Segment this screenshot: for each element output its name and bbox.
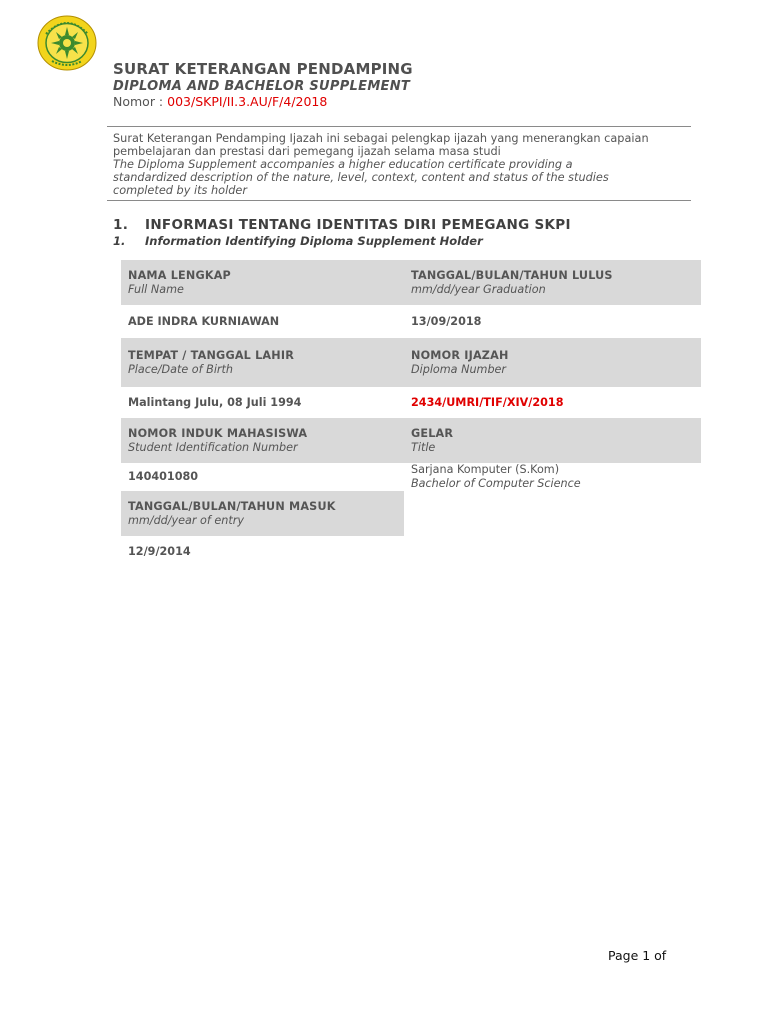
diploma-number-label: NOMOR IJAZAH xyxy=(411,349,509,362)
intro-en-line: completed by its holder xyxy=(113,184,247,197)
page-number: Page 1 of xyxy=(608,948,667,963)
document-number xyxy=(113,94,327,109)
student-id-value: 140401080 xyxy=(128,470,199,483)
birth-label-en: Place/Date of Birth xyxy=(128,363,234,376)
graduation-date-label-en: mm/dd/year Graduation xyxy=(411,283,546,296)
section-title-text: INFORMASI TENTANG IDENTITAS DIRI PEMEGANG SKPI xyxy=(145,217,571,233)
student-id-label-en: Student Identification Number xyxy=(128,441,298,454)
section-number: 1. xyxy=(113,217,129,233)
entry-date-value: 12/9/2014 xyxy=(128,545,191,558)
document-title: SURAT KETERANGAN PENDAMPING xyxy=(113,60,413,78)
document-number-label: Nomor : xyxy=(113,94,164,109)
intro-text xyxy=(113,132,688,197)
graduation-date-value: 13/09/2018 xyxy=(411,315,482,328)
section-sub-number: 1. xyxy=(113,234,126,248)
intro-en-line: The Diploma Supplement accompanies a higher education certificate providing a xyxy=(113,158,573,171)
section-title xyxy=(113,217,571,233)
birth-label: TEMPAT / TANGGAL LAHIR xyxy=(128,349,295,362)
document-number-value: 003/SKPI/II.3.AU/F/4/2018 xyxy=(167,94,328,109)
entry-date-label-en: mm/dd/year of entry xyxy=(128,514,244,527)
section-subtitle-text: Information Identifying Diploma Supplement Holder xyxy=(145,234,483,248)
graduation-date-label: TANGGAL/BULAN/TAHUN LULUS xyxy=(411,269,613,282)
diploma-number-value: 2434/UMRI/TIF/XIV/2018 xyxy=(411,396,564,409)
intro-id-line: pembelajaran dan prestasi dari pemegang ijazah selama masa studi xyxy=(113,145,501,158)
full-name-label-en: Full Name xyxy=(128,283,184,296)
section-subtitle xyxy=(113,234,483,248)
intro-en-line: standardized description of the nature, level, context, content and status of the studies xyxy=(113,171,609,184)
degree-value-en: Bachelor of Computer Science xyxy=(411,477,581,490)
divider-bottom xyxy=(107,200,691,201)
degree-label-en: Title xyxy=(411,441,436,454)
diploma-number-label-en: Diploma Number xyxy=(411,363,507,376)
entry-date-label: TANGGAL/BULAN/TAHUN MASUK xyxy=(128,500,336,513)
document-subtitle: DIPLOMA AND BACHELOR SUPPLEMENT xyxy=(113,79,411,94)
full-name-value: ADE INDRA KURNIAWAN xyxy=(128,315,280,328)
birth-value: Malintang Julu, 08 Juli 1994 xyxy=(128,396,302,409)
intro-id-line: Surat Keterangan Pendamping Ijazah ini sebagai pelengkap ijazah yang menerangkan capaian xyxy=(113,132,649,145)
degree-value: Sarjana Komputer (S.Kom) xyxy=(411,463,560,476)
degree-label: GELAR xyxy=(411,427,454,440)
university-logo xyxy=(36,14,98,72)
divider-top xyxy=(107,126,691,127)
student-id-label: NOMOR INDUK MAHASISWA xyxy=(128,427,308,440)
full-name-label: NAMA LENGKAP xyxy=(128,269,231,282)
